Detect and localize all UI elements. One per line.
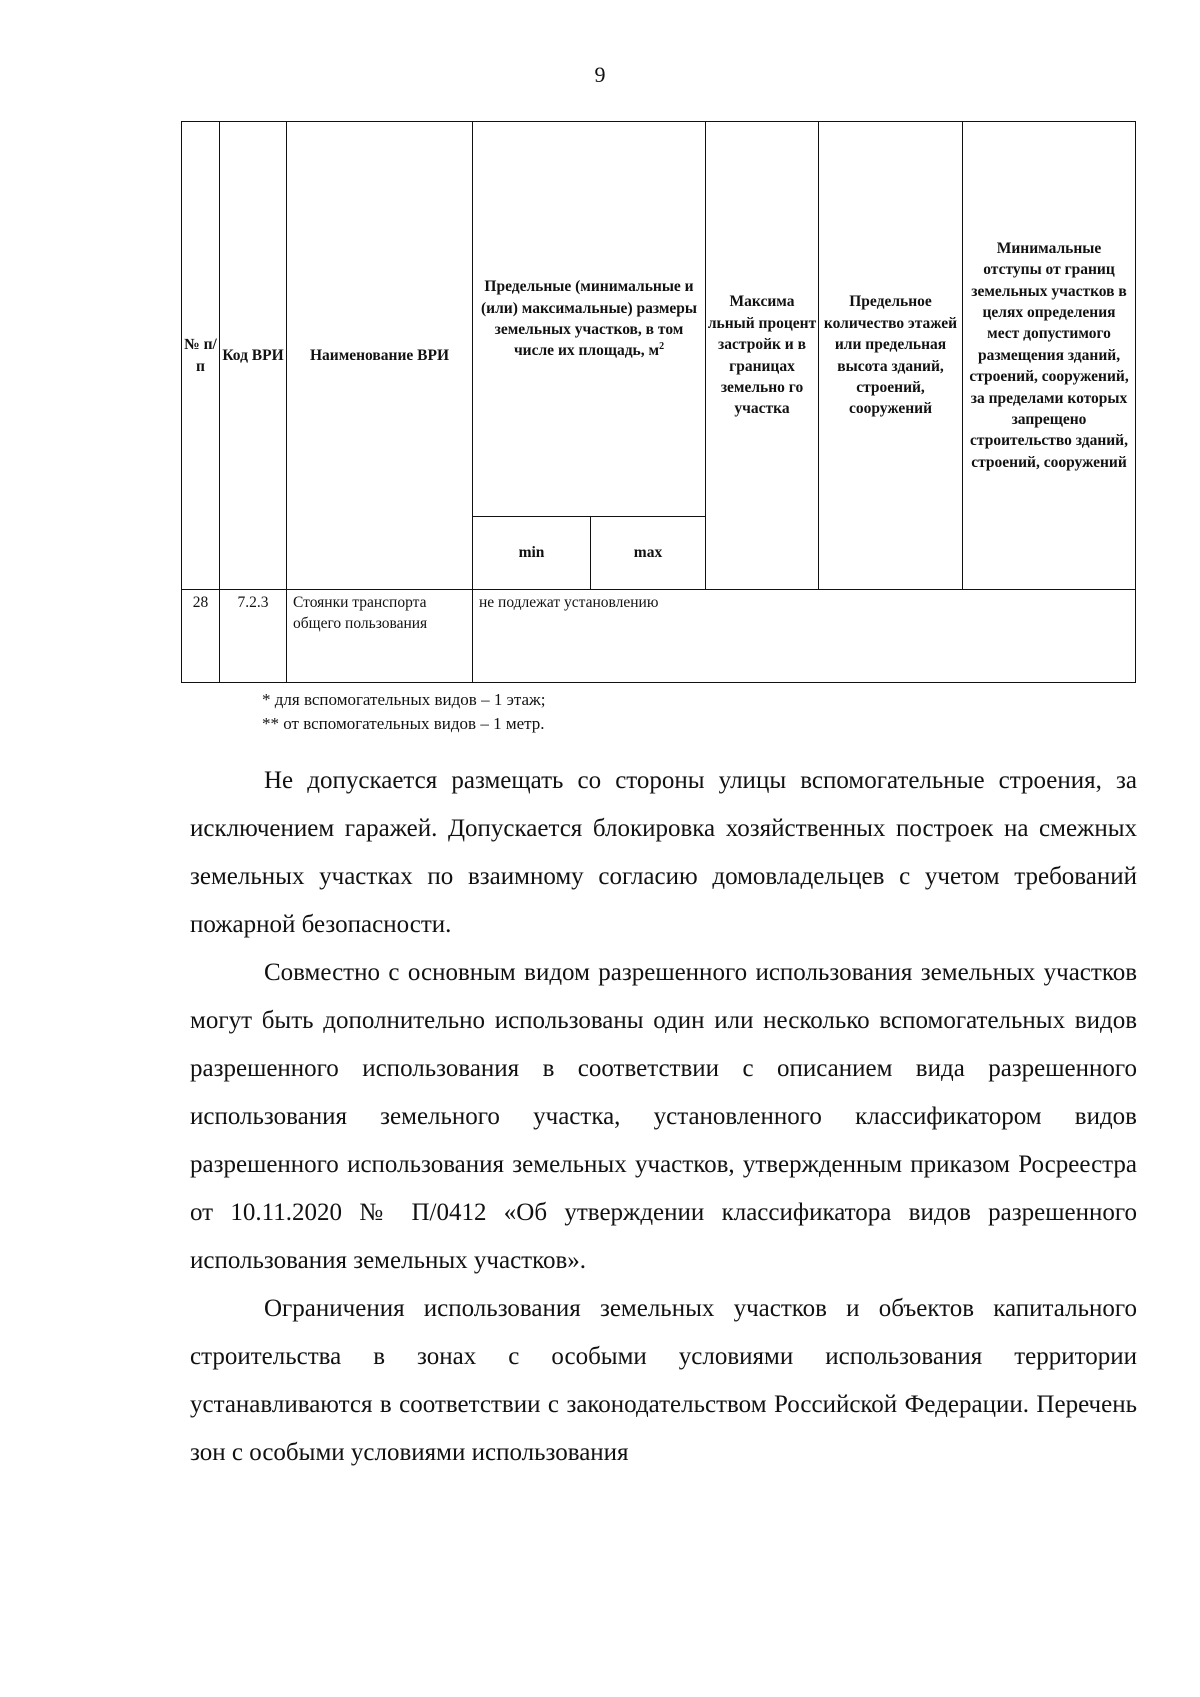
header-size-group-text: Предельные (минимальные и (или) максимальные) размеры земельных участков, в том числе их площадь, м <box>480 278 698 360</box>
footnotes <box>262 688 546 736</box>
paragraph: Не допускается размещать со стороны улицы вспомогательные строения, за исключением гаражей. Допускается блокировка хозяйственных построек на смежных земельных участках по взаимному согласию домовладельцев с учетом требований пожарной безопасности. <box>190 767 1137 938</box>
header-setbacks: Минимальные отступы от границ земельных участков в целях определения мест допустимого размещения зданий, строений, сооружений, за пределами которых запрещено строительство зданий, строений, сооружений <box>963 122 1136 590</box>
paragraph: Ограничения использования земельных участков и объектов капитального строительства в зонах с особыми условиями использования территории устанавливаются в соответствии с законодательством Российской Федерации. Перечень зон с особыми условиями использования <box>190 1295 1137 1466</box>
footnote-setback: ** от вспомогательных видов – 1 метр. <box>262 714 545 733</box>
header-size-max: max <box>591 517 706 590</box>
body-text <box>190 757 1137 1477</box>
row-code: 7.2.3 <box>220 590 287 683</box>
row-num: 28 <box>182 590 220 683</box>
table-row <box>182 590 1136 683</box>
header-size-min: min <box>473 517 591 590</box>
zoning-parameters-table <box>181 121 1136 683</box>
header-num: № п/п <box>182 122 220 590</box>
footnote-floors: * для вспомогательных видов – 1 этаж; <box>262 690 546 709</box>
header-size-unit-sup: 2 <box>659 341 665 353</box>
header-build-percent: Максима льный процент застройк и в границах земельно го участка <box>706 122 819 590</box>
paragraph: Совместно с основным видом разрешенного использования земельных участков могут быть дополнительно использованы один или несколько вспомогательных видов разрешенного использования в соответствии с описанием вида разрешенного использования земельного участка, установленного классификатором видов разрешенного использования земельных участков, утвержденным приказом Росреестра от 10.11.2020 № П/0412 «Об утверждении классификатора видов разрешенного использования земельных участков». <box>190 959 1137 1274</box>
header-floors: Предельное количество этажей или предельная высота зданий, строений, сооружений <box>819 122 963 590</box>
header-code: Код ВРИ <box>220 122 287 590</box>
header-name: Наименование ВРИ <box>287 122 473 590</box>
page-number: 9 <box>594 62 606 87</box>
header-size-group <box>473 122 706 517</box>
row-value: не подлежат установлению <box>473 590 1136 683</box>
row-name: Стоянки транспорта общего пользования <box>287 590 473 683</box>
